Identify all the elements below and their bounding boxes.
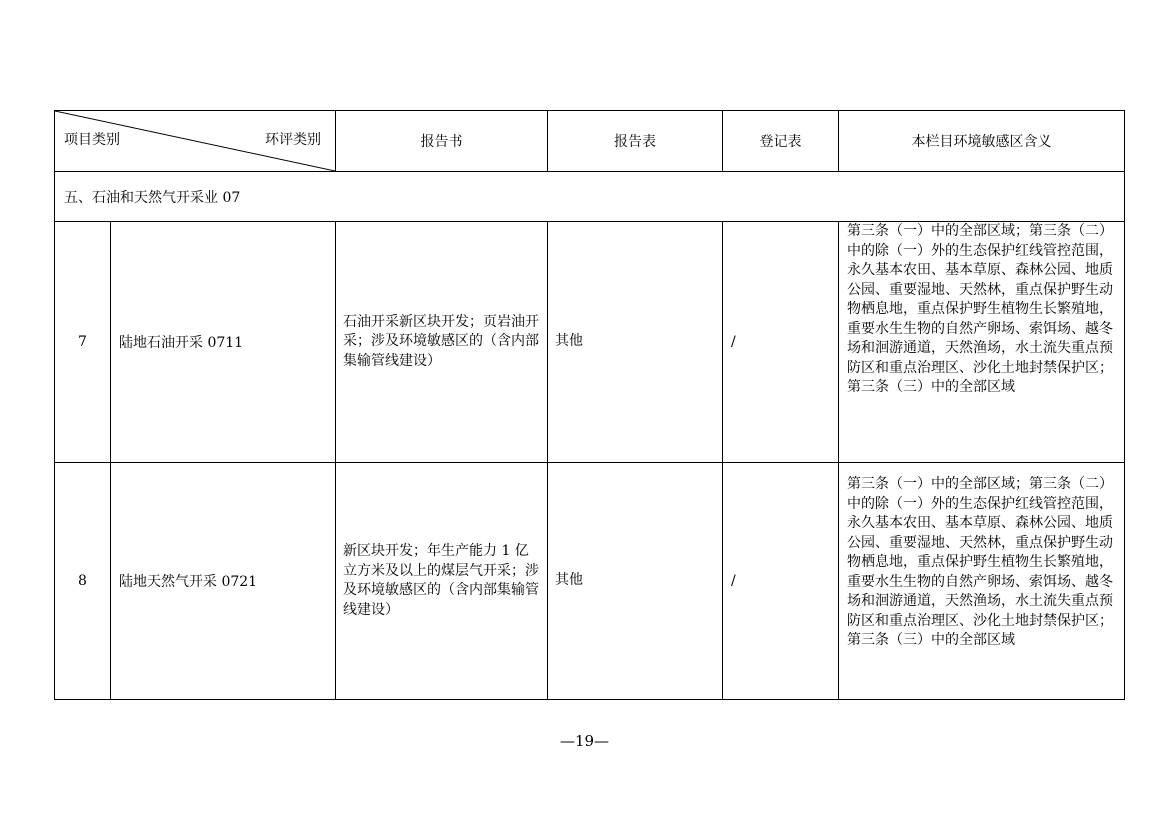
eia-catalog-table bbox=[54, 110, 1125, 700]
header-report-form: 报告表 bbox=[548, 111, 723, 172]
table-header-row bbox=[55, 111, 1125, 172]
row-number: 8 bbox=[55, 463, 111, 700]
row-report-book: 石油开采新区块开发；页岩油开采；涉及环境敏感区的（含内部集输管线建设） bbox=[336, 222, 548, 463]
header-registration-form: 登记表 bbox=[723, 111, 839, 172]
row-project-name: 陆地天然气开采 0721 bbox=[111, 463, 336, 700]
row-sensitive-meaning: 第三条（一）中的全部区域；第三条（二）中的除（一）外的生态保护红线管控范围，永久基本农田、基本草原、森林公园、地质公园、重要湿地、天然林，重点保护野生动物栖息地，重点保护野生植物生长繁殖地，重要水生生物的自然产卵场、索饵场、越冬场和洄游通道，天然渔场，水土流失重点预防区和重点治理区、沙化土地封禁保护区；第三条（三）中的全部区域 bbox=[839, 222, 1125, 463]
header-project-category: 项目类别 bbox=[64, 132, 120, 148]
row-sensitive-meaning: 第三条（一）中的全部区域；第三条（二）中的除（一）外的生态保护红线管控范围，永久基本农田、基本草原、森林公园、地质公园、重要湿地、天然林，重点保护野生动物栖息地，重点保护野生植物生长繁殖地，重要水生生物的自然产卵场、索饵场、越冬场和洄游通道，天然渔场，水土流失重点预防区和重点治理区、沙化土地封禁保护区；第三条（三）中的全部区域 bbox=[839, 463, 1125, 700]
row-report-form: 其他 bbox=[548, 463, 723, 700]
row-project-name: 陆地石油开采 0711 bbox=[111, 222, 336, 463]
row-number: 7 bbox=[55, 222, 111, 463]
row-registration-form: / bbox=[723, 222, 839, 463]
section-title: 五、石油和天然气开采业 07 bbox=[55, 172, 1125, 222]
diagonal-header-cell bbox=[55, 111, 336, 172]
row-report-form: 其他 bbox=[548, 222, 723, 463]
row-registration-form: / bbox=[723, 463, 839, 700]
page-number: —19— bbox=[559, 732, 610, 750]
header-eia-category: 环评类别 bbox=[265, 132, 321, 148]
row-report-book: 新区块开发；年生产能力 1 亿立方米及以上的煤层气开采；涉及环境敏感区的（含内部集输管线建设） bbox=[336, 463, 548, 700]
table-row bbox=[55, 222, 1125, 463]
header-sensitive-meaning: 本栏目环境敏感区含义 bbox=[839, 111, 1125, 172]
header-report-book: 报告书 bbox=[336, 111, 548, 172]
table-row bbox=[55, 463, 1125, 700]
section-row bbox=[55, 172, 1125, 222]
